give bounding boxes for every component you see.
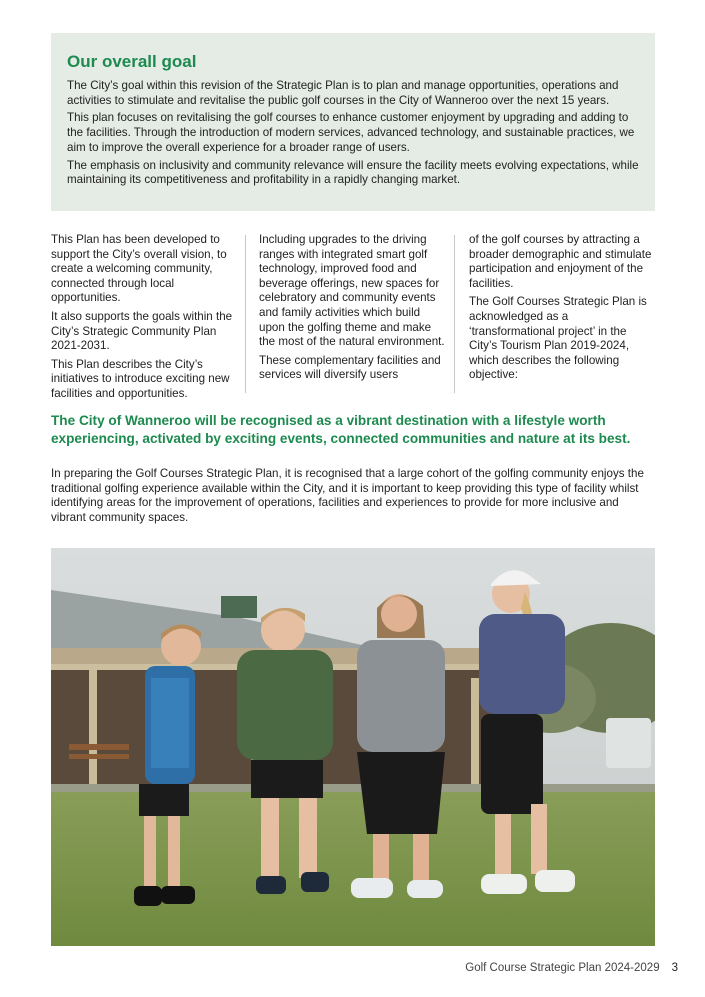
column-paragraph: This Plan has been developed to support the City’s overall vision, to create a welcoming community, connected through local opportunities.	[51, 233, 227, 305]
column-paragraph: Including upgrades to the driving ranges with integrated smart golf technology, improved food and beverage offerings, new spaces for celebratory and community events and family activities which build upon the golfing theme and make the most of the natural environment.	[259, 233, 445, 349]
goal-paragraph: The City’s goal within this revision of the Strategic Plan is to plan and manage opportunities, operations and activities to stimulate and revitalise the public golf courses in the City of Wanneroo over the next 15 years.	[67, 79, 619, 107]
goal-paragraph: The emphasis on inclusivity and community relevance will ensure the facility meets evolving expectations, while maintaining its competitiveness and profitability in a rapidly changing market.	[67, 158, 639, 187]
text-column-1	[51, 233, 234, 406]
column-paragraph: It also supports the goals within the City’s Strategic Community Plan 2021-2031.	[51, 309, 233, 353]
closing-paragraph: In preparing the Golf Courses Strategic Plan, it is recognised that a large cohort of the golfing community enjoys the traditional golfing experience available within the City, and it is important to keep providing this type of facility whilst identifying areas for the improvement of operations, facilities and experiences to provide for more inclusive and vibrant community spaces.	[51, 467, 644, 525]
objective-quote: The City of Wanneroo will be recognised as a vibrant destination with a lifestyle worth experiencing, activated by exciting events, connected communities and nature at its best.	[51, 413, 631, 446]
column-paragraph: of the golf courses by attracting a broader demographic and stimulate participation and enjoyment of the facilities.	[469, 233, 652, 290]
column-paragraph: The Golf Courses Strategic Plan is acknowledged as a ‘transformational project’ in the City’s Tourism Plan 2019-2024, which describes the following objective:	[469, 295, 647, 382]
page-footer	[465, 962, 678, 974]
three-column-text	[51, 233, 655, 400]
column-divider	[245, 235, 246, 393]
footer-document-title: Golf Course Strategic Plan 2024-2029	[465, 962, 660, 974]
photo-illustration	[51, 548, 655, 946]
goal-paragraph: This plan focuses on revitalising the golf courses to enhance customer enjoyment by upgrading and adding to the facilities. Through the introduction of modern services, advanced technology, and sustainable practices, we aim to improve the overall experience for a broader range of users.	[67, 111, 635, 154]
column-paragraph: This Plan describes the City’s initiatives to introduce exciting new facilities and opportunities.	[51, 357, 230, 400]
column-divider	[454, 235, 455, 393]
overall-goal-box	[51, 33, 655, 211]
text-column-3	[469, 233, 655, 387]
text-column-2	[259, 233, 445, 387]
page-number: 3	[671, 962, 678, 974]
column-paragraph: These complementary facilities and services will diversify users	[259, 353, 441, 382]
golfers-photo	[51, 548, 655, 946]
overall-goal-heading: Our overall goal	[67, 52, 197, 71]
